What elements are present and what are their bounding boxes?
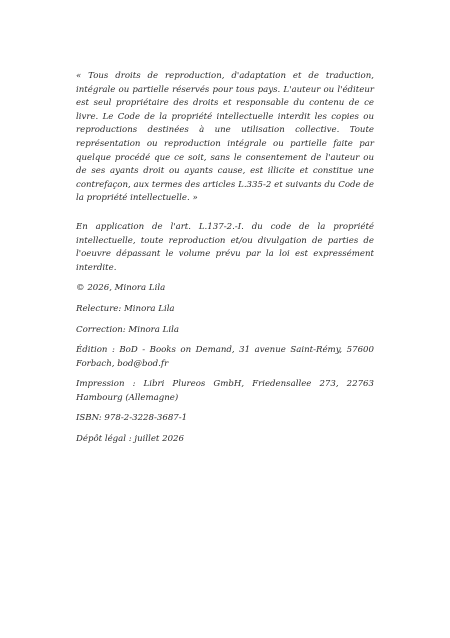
edition-info: Édition : BoD - Books on Demand, 31 avenue Saint-Rémy, 57600 Forbach, bod@bod.fr xyxy=(76,345,374,369)
isbn: ISBN: 978-2-3228-3687-1 xyxy=(76,413,188,424)
imprint-page xyxy=(76,70,374,454)
legal-deposit: Dépôt légal : juillet 2026 xyxy=(76,434,184,445)
printing-info: Impression : Libri Plureos GmbH, Friedensallee 273, 22763 Hambourg (Allemagne) xyxy=(76,379,374,403)
correction-credit: Correction: Minora Lila xyxy=(76,324,179,335)
copyright-notice: « Tous droits de reproduction, d'adaptation et de traduction, intégrale ou partielle réservés pour tous pays. L'auteur ou l'éditeur est seul propriétaire des droits et responsable du contenu de ce livre. Le Code de la propriété intellectuelle interdit les copies ou reproductions destinées à une utilisation collective. Toute représentation ou reproduction intégrale ou partielle faite par quelque procédé que ce soit, sans le consentement de l'auteur ou de ses ayants droit ou ayants cause, est illicite et constitue une contrefaçon, aux termes des articles L.335-2 et suivants du Code de la propriété intellectuelle. » xyxy=(76,71,374,204)
proofreading-credit: Relecture: Minora Lila xyxy=(76,303,175,314)
legal-notice: En application de l'art. L.137-2.-I. du code de la propriété intellectuelle, toute reproduction et/ou divulgation de parties de l'oeuvre dépassant le volume prévu par la loi est expressément interdite. xyxy=(76,221,374,273)
copyright-line: © 2026, Minora Lila xyxy=(76,283,166,294)
